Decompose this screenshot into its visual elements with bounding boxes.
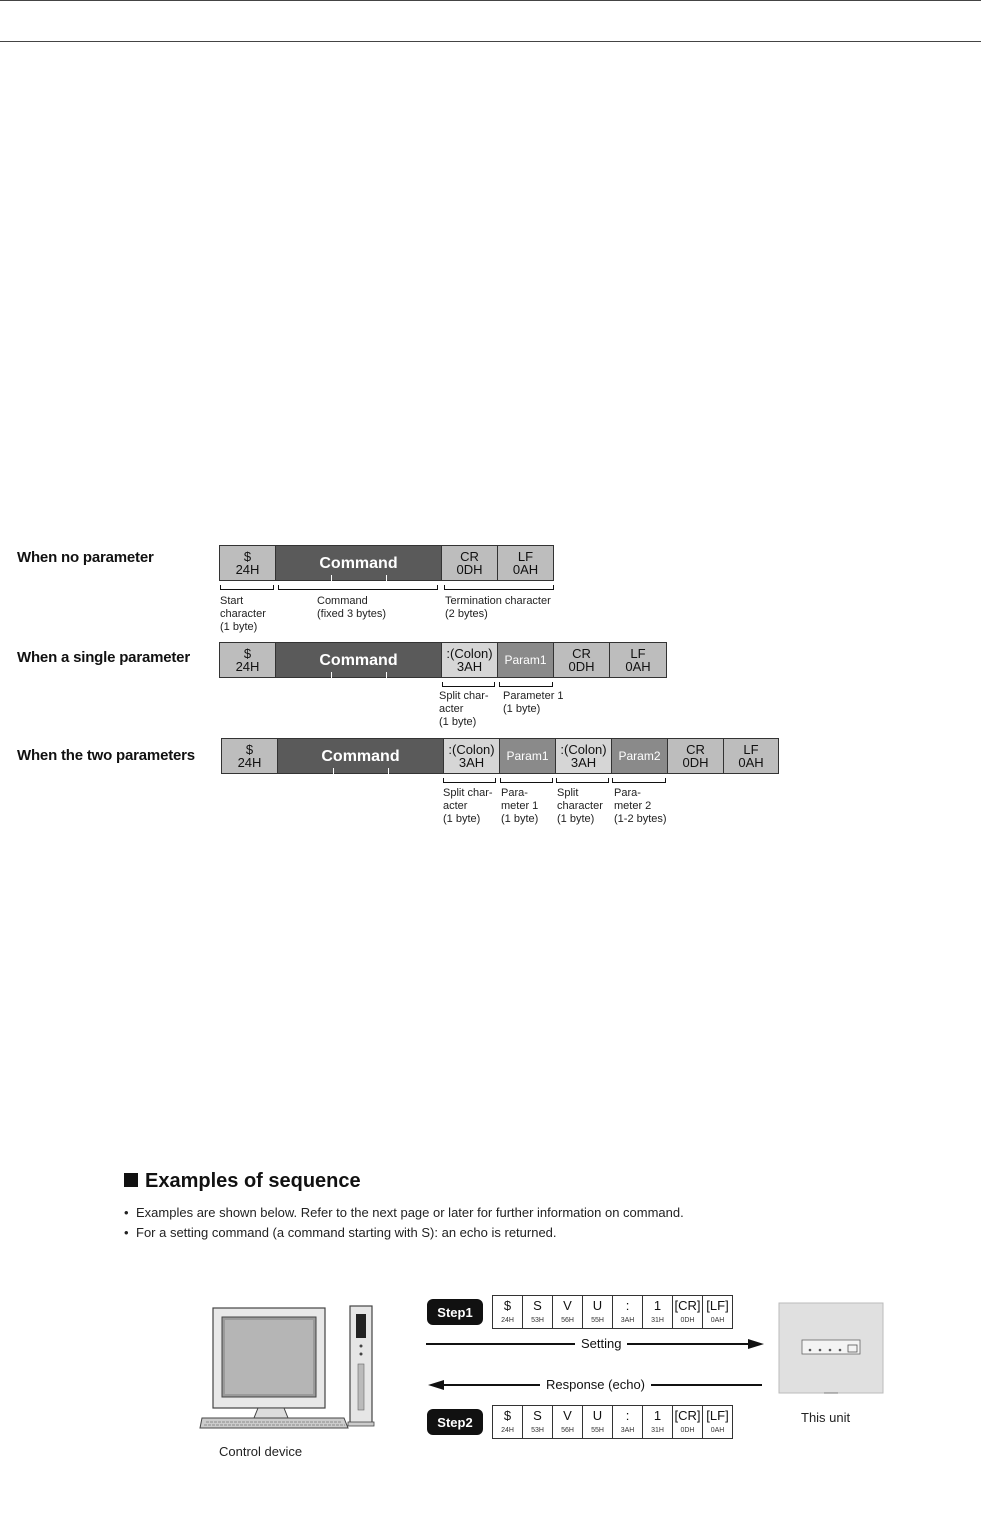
start-cell (219, 642, 276, 678)
sequence-char: [CR] (674, 1408, 701, 1423)
sequence-byte-cell (552, 1405, 583, 1439)
param1-cell (499, 738, 556, 774)
setting-label: Setting (575, 1336, 627, 1351)
colon-symbol: :(Colon) (560, 742, 607, 757)
sequence-hex: 0AH (710, 1317, 725, 1324)
colon-cell (555, 738, 612, 774)
note-split-1: Split char- acter (1 byte) (443, 787, 493, 825)
bracket-split (442, 682, 495, 687)
command-label: Command (319, 554, 398, 572)
lf-symbol: LF (517, 549, 534, 564)
bracket-param1 (499, 682, 553, 687)
colon-hex: 3AH (458, 755, 485, 770)
lf-cell (723, 738, 779, 774)
section-title-text: Examples of sequence (145, 1170, 361, 1192)
sequence-char: 1 (653, 1408, 662, 1423)
lf-cell (497, 545, 554, 581)
row-label-single-parameter: When a single parameter (17, 649, 190, 666)
command-cell (275, 642, 442, 678)
sequence-byte-cell (492, 1295, 523, 1329)
sequence-hex: 55H (591, 1427, 604, 1434)
sequence-byte-cell (552, 1295, 583, 1329)
byte-divider (333, 768, 334, 774)
param1-label: Param1 (504, 652, 547, 667)
command-cell (277, 738, 444, 774)
sequence-char: : (625, 1298, 630, 1313)
bracket-param-1 (500, 778, 553, 783)
sequence-char: $ (503, 1298, 512, 1313)
colon-cell (441, 642, 498, 678)
header-rule-top (0, 0, 981, 1)
frame-two-parameters (221, 738, 779, 774)
control-device-caption: Control device (219, 1444, 303, 1459)
byte-divider (331, 672, 332, 678)
sequence-byte-cell (672, 1295, 703, 1329)
sequence-hex: 31H (651, 1317, 664, 1324)
command-label: Command (319, 651, 398, 669)
sequence-hex: 0DH (680, 1317, 695, 1324)
cr-hex: 0DH (456, 562, 483, 577)
start-hex: 24H (235, 659, 260, 674)
cr-cell (667, 738, 724, 774)
sequence-hex: 0DH (680, 1427, 695, 1434)
cr-symbol: CR (460, 549, 479, 564)
bullet-item: • For a setting command (a command starting with S): an echo is returned. (136, 1225, 557, 1240)
sequence-hex: 56H (561, 1317, 574, 1324)
sequence-byte-cell (522, 1405, 553, 1439)
sequence-char: [LF] (706, 1408, 729, 1423)
colon-hex: 3AH (456, 659, 483, 674)
sequence-hex: 55H (591, 1317, 604, 1324)
sequence-byte-cell (582, 1295, 613, 1329)
sequence-byte-cell (642, 1295, 673, 1329)
frame-no-parameter (219, 545, 555, 581)
row-label-two-parameters: When the two parameters (17, 747, 195, 764)
sequence-hex: 3AH (620, 1317, 635, 1324)
start-symbol: $ (243, 549, 252, 564)
sequence-char: $ (503, 1408, 512, 1423)
bracket-param-2 (612, 778, 666, 783)
lf-cell (609, 642, 667, 678)
param2-cell (611, 738, 668, 774)
lf-hex: 0AH (625, 659, 651, 674)
sequence-char: S (533, 1408, 542, 1423)
cr-symbol: CR (686, 742, 705, 757)
unit-device-icon (776, 1300, 886, 1400)
sequence-hex: 0AH (710, 1427, 725, 1434)
cr-symbol: CR (572, 646, 591, 661)
sequence-byte-cell (492, 1405, 523, 1439)
byte-divider (386, 672, 387, 678)
sequence-char: 1 (653, 1298, 662, 1313)
step1-sequence (492, 1295, 733, 1329)
sequence-byte-cell (702, 1295, 733, 1329)
colon-symbol: :(Colon) (446, 646, 493, 661)
control-device-icon (198, 1300, 378, 1440)
note-param-2: Para- meter 2 (1-2 bytes) (614, 787, 667, 825)
sequence-byte-cell (612, 1295, 643, 1329)
note-param-1: Para- meter 1 (1 byte) (501, 787, 539, 825)
step1-badge: Step1 (427, 1299, 483, 1325)
note-split-character: Split char- acter (1 byte) (439, 690, 489, 728)
start-cell (221, 738, 278, 774)
note-start-character: Start character (1 byte) (220, 595, 266, 633)
byte-divider (386, 575, 387, 581)
square-bullet-icon (124, 1173, 138, 1187)
start-hex: 24H (237, 755, 262, 770)
bracket-command (278, 585, 438, 590)
sequence-byte-cell (522, 1295, 553, 1329)
sequence-hex: 31H (651, 1427, 664, 1434)
colon-hex: 3AH (570, 755, 597, 770)
sequence-byte-cell (702, 1405, 733, 1439)
step2-badge: Step2 (427, 1409, 483, 1435)
lf-symbol: LF (743, 742, 759, 757)
cr-hex: 0DH (568, 659, 595, 674)
command-cell (275, 545, 442, 581)
note-command: Command (fixed 3 bytes) (317, 595, 387, 620)
byte-divider (331, 575, 332, 581)
sequence-char: V (563, 1298, 572, 1313)
param1-label: Param1 (506, 748, 549, 763)
sequence-hex: 56H (561, 1427, 574, 1434)
note-termination: Termination character (2 bytes) (445, 595, 551, 620)
bracket-start (220, 585, 274, 590)
colon-symbol: :(Colon) (448, 742, 495, 757)
start-symbol: $ (245, 742, 254, 757)
note-split-2: Split character (1 byte) (557, 787, 603, 825)
sequence-byte-cell (642, 1405, 673, 1439)
sequence-hex: 3AH (620, 1427, 635, 1434)
sequence-char: U (592, 1298, 603, 1313)
sequence-hex: 53H (531, 1427, 544, 1434)
sequence-byte-cell (672, 1405, 703, 1439)
sequence-hex: 24H (501, 1427, 514, 1434)
bracket-split-2 (556, 778, 609, 783)
step2-sequence (492, 1405, 733, 1439)
start-cell (219, 545, 276, 581)
sequence-char: [CR] (674, 1298, 701, 1313)
this-unit-caption: This unit (801, 1410, 851, 1425)
start-symbol: $ (243, 646, 252, 661)
response-label: Response (echo) (540, 1377, 651, 1392)
bracket-termination (444, 585, 554, 590)
sequence-hex: 24H (501, 1317, 514, 1324)
row-label-no-parameter: When no parameter (17, 549, 154, 566)
frame-single-parameter (219, 642, 667, 678)
note-parameter-1: Parameter 1 (1 byte) (503, 690, 564, 715)
param1-cell (497, 642, 554, 678)
colon-cell (443, 738, 500, 774)
command-label: Command (321, 747, 400, 765)
sequence-hex: 53H (531, 1317, 544, 1324)
lf-hex: 0AH (738, 755, 764, 770)
bracket-split-1 (443, 778, 496, 783)
sequence-char: V (563, 1408, 572, 1423)
header-rule-bottom (0, 41, 981, 42)
cr-hex: 0DH (682, 755, 709, 770)
sequence-byte-cell (582, 1405, 613, 1439)
byte-divider (388, 768, 389, 774)
lf-hex: 0AH (512, 562, 539, 577)
section-title (124, 1170, 361, 1193)
sequence-char: S (533, 1298, 542, 1313)
cr-cell (441, 545, 498, 581)
lf-symbol: LF (630, 646, 646, 661)
start-hex: 24H (235, 562, 260, 577)
sequence-char: : (625, 1408, 630, 1423)
bullet-item: • Examples are shown below. Refer to the next page or later for further information on command. (136, 1205, 684, 1220)
param2-label: Param2 (618, 748, 661, 763)
sequence-byte-cell (612, 1405, 643, 1439)
sequence-char: [LF] (706, 1298, 729, 1313)
sequence-char: U (592, 1408, 603, 1423)
cr-cell (553, 642, 610, 678)
